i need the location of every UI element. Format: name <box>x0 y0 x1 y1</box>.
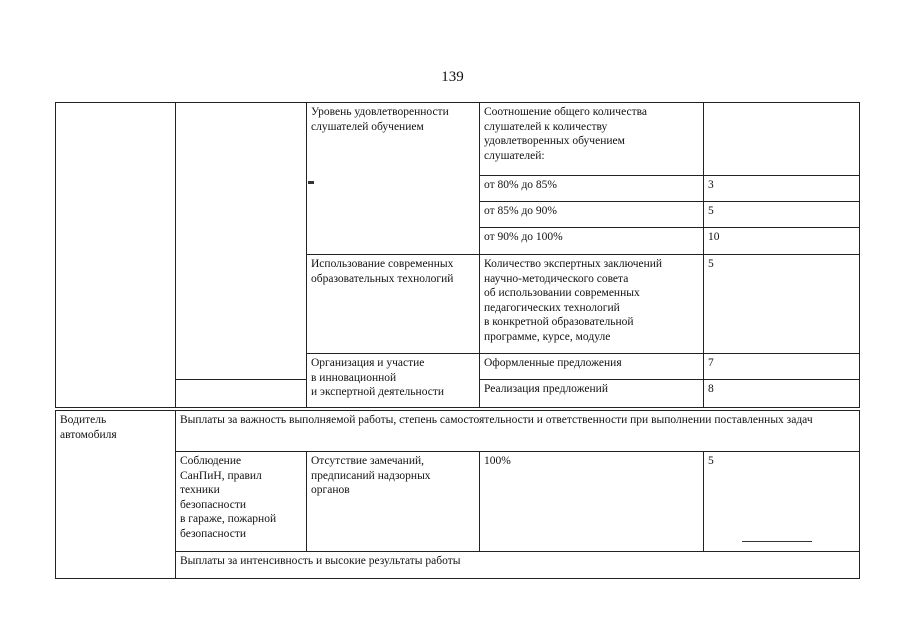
payments-intensity-header: Выплаты за интенсивность и высокие результаты работы <box>176 552 860 579</box>
table-row <box>56 411 860 452</box>
criterion-technologies: Использование современных образовательных технологий <box>307 255 480 354</box>
range-label: от 85% до 90% <box>480 202 704 228</box>
innovation-points: 8 <box>704 380 860 408</box>
range-label: от 90% до 100% <box>480 228 704 255</box>
table-row <box>56 103 860 176</box>
table-row <box>56 452 860 552</box>
scan-mark <box>742 541 812 542</box>
payments-importance-header: Выплаты за важность выполняемой работы, степень самостоятельности и ответственности при выполнении поставленных задач <box>176 411 860 452</box>
range-points: 3 <box>704 176 860 202</box>
indicator-no-remarks: Отсутствие замечаний, предписаний надзорных органов <box>307 452 480 552</box>
innovation-points: 7 <box>704 354 860 380</box>
criterion-group-cell-empty <box>176 380 307 408</box>
page-number: 139 <box>441 69 464 85</box>
points-sanpin: 5 <box>704 452 860 552</box>
indicator-expert: Количество экспертных заключений научно-методического совета об использовании современных педагогических технологий в конкретной образовательной программе, курсе, модуле <box>480 255 704 354</box>
position-driver: Водитель автомобиля <box>56 411 176 579</box>
criterion-sanpin: Соблюдение СанПиН, правил техники безопасности в гараже, пожарной безопасности <box>176 452 307 552</box>
scan-mark <box>308 181 314 184</box>
points-cell-empty <box>704 103 860 176</box>
criterion-innovation: Организация и участие в инновационной и экспертной деятельности <box>307 354 480 408</box>
range-points: 5 <box>704 202 860 228</box>
table-row <box>56 552 860 579</box>
criterion-satisfaction: Уровень удовлетворенности слушателей обучением <box>307 103 480 255</box>
value-100: 100% <box>480 452 704 552</box>
driver-table <box>55 410 860 579</box>
innovation-label: Реализация предложений <box>480 380 704 408</box>
points-expert: 5 <box>704 255 860 354</box>
range-label: от 80% до 85% <box>480 176 704 202</box>
position-cell-empty <box>56 103 176 408</box>
innovation-label: Оформленные предложения <box>480 354 704 380</box>
range-points: 10 <box>704 228 860 255</box>
indicator-ratio: Соотношение общего количества слушателей к количеству удовлетворенных обучением слушателей: <box>480 103 704 176</box>
criterion-group-cell-empty <box>176 103 307 380</box>
criteria-table <box>55 102 860 408</box>
